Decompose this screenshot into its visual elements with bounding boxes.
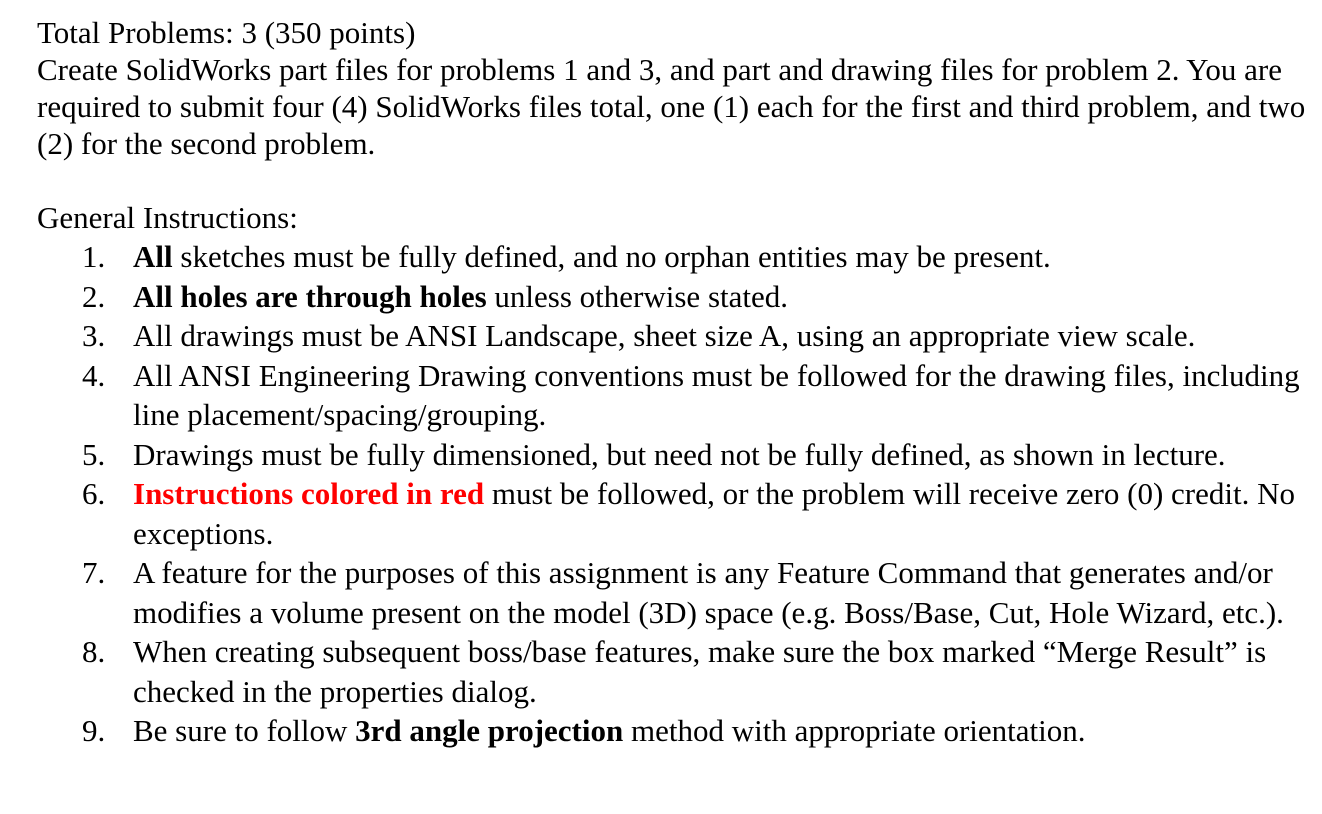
instruction-number: 2. — [82, 278, 106, 314]
instruction-item — [37, 632, 1307, 711]
paragraph-spacer — [37, 162, 1307, 199]
instruction-text: sketches must be fully defined, and no orphan entities may be present. — [172, 239, 1051, 274]
instruction-item — [37, 277, 1307, 317]
instruction-item — [37, 316, 1307, 356]
bold-emphasis: All holes are through holes — [133, 278, 487, 314]
document-body — [37, 14, 1307, 751]
instruction-item — [37, 356, 1307, 435]
instruction-number: 8. — [82, 634, 106, 669]
instruction-text: All ANSI Engineering Drawing conventions must be followed for the drawing files, including line placement/spacing/grouping. — [133, 357, 1300, 432]
instruction-number: 1. — [82, 239, 106, 274]
instruction-text: All drawings must be ANSI Landscape, sheet size A, using an appropriate view scale. — [133, 318, 1196, 353]
instruction-item — [37, 435, 1307, 475]
instruction-number: 5. — [82, 436, 106, 472]
bold-emphasis: All — [133, 239, 173, 274]
instruction-list — [37, 237, 1307, 751]
instruction-text: unless otherwise stated. — [486, 278, 788, 314]
instruction-item — [37, 553, 1307, 632]
instruction-number: 4. — [82, 357, 106, 393]
instruction-number: 9. — [82, 713, 106, 748]
instruction-item — [37, 474, 1307, 553]
instruction-text: A feature for the purposes of this assignment is any Feature Command that generates and/or modifies a volume present on the model (3D) space (e.g. Boss/Base, Cut, Hole Wizard, etc.). — [133, 555, 1284, 630]
instruction-text: method with appropriate orientation. — [623, 713, 1086, 748]
instruction-item — [37, 711, 1307, 751]
intro-paragraph: Create SolidWorks part files for problems 1 and 3, and part and drawing files for problem 2. You are required to submit four (4) SolidWorks files total, one (1) each for the first and third problem, and two (2) for the second problem. — [37, 52, 1306, 161]
instruction-text: must be followed, or the problem will receive zero (0) credit. No exceptions. — [133, 476, 1295, 551]
instruction-number: 7. — [82, 555, 106, 590]
instruction-item — [37, 237, 1307, 277]
instruction-text: When creating subsequent boss/base features, make sure the box marked “Merge Result” is checked in the properties dialog. — [133, 634, 1267, 709]
instruction-text: Be sure to follow — [133, 713, 356, 748]
instruction-number: 6. — [82, 476, 106, 511]
instruction-number: 3. — [82, 318, 106, 353]
bold-emphasis: 3rd angle projection — [355, 713, 624, 748]
instruction-text: Drawings must be fully dimensioned, but need not be fully defined, as shown in lecture. — [133, 436, 1226, 472]
instructions-heading: General Instructions: — [37, 200, 298, 235]
red-emphasis: Instructions colored in red — [133, 476, 485, 511]
total-problems-line: Total Problems: 3 (350 points) — [37, 15, 416, 50]
